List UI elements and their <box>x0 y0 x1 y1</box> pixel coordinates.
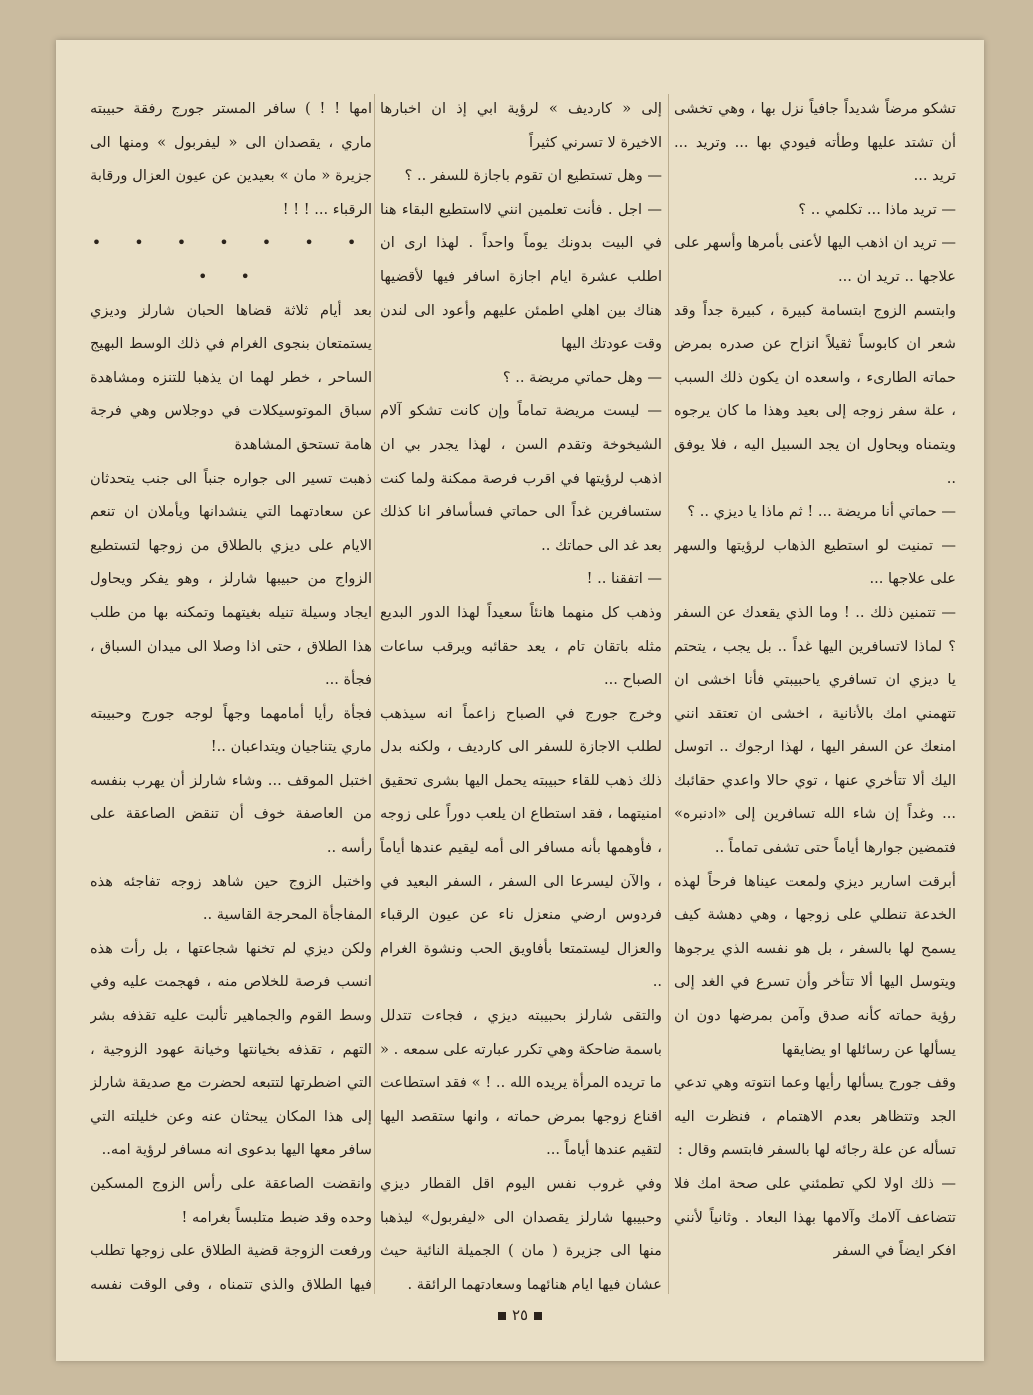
paragraph: — ذلك اولا لكي تطمئني على صحة امك فلا تتضاعف آلامك وآلامها بهذا البعاد . وثانياً لأنني افكر ايضاً في السفر <box>674 1175 956 1260</box>
paragraph: امها ! ! ) سافر المستر جورج رفقة حبيبته ماري ، يقصدان الى « ليفربول » ومنها الى جزيرة « مان » بعيدين عن عيون العزال ورقابة الرقباء ... ! ! ! <box>90 100 372 218</box>
paragraph: واختبل الزوج حين شاهد زوجه تفاجئه هذه المفاجأة المحرجة القاسية .. <box>90 872 372 924</box>
paragraph: أبرقت اسارير ديزي ولمعت عيناها فرحاً لهذه الخدعة تنطلي على زوجها ، وهي دهشة كيف يسمح لها بالسفر ، بل هو نفسه الذي يرجوها ويتوسل اليها ألا تتأخر وأن تسرع في الغد إلى رؤية حماته كأنه صدق وآمن بمرضها دون ان يسألها عن رسائلها او يضايقها <box>674 872 956 1058</box>
section-separator: • • • • • • • • • <box>91 233 371 286</box>
paragraph: فجأة رأيا أمامهما وجهاً لوجه جورج وحبيبته ماري يتناجيان ويتداعبان ..! <box>90 704 372 756</box>
paragraph: — اتفقنا .. ! <box>586 570 662 588</box>
paragraph: وانقضت الصاعقة على رأس الزوج المسكين وحده وقد ضبط متلبساً بغرامه ! <box>90 1175 372 1226</box>
paragraph: — حماتي أنا مريضة ... ! ثم ماذا يا ديزي .. ؟ <box>687 503 956 521</box>
paragraph: — وهل تستطيع ان تقوم باجازة للسفر .. ؟ <box>404 167 662 185</box>
paragraph: وفي غروب نفس اليوم اقل القطار ديزي وحبيبها شارلز يقصدان الى «ليفربول» ليذهبا منها الى جزيرة ( مان ) الجميلة النائية حيث عشان فيها ايام هنائهما وسعادتهما الرائقة . <box>380 1175 662 1292</box>
column-divider <box>668 94 669 1294</box>
paragraph: وذهب كل منهما هانئاً سعيداً لهذا الدور البديع مثله باتقان تام ، يعد حقائبه ويرقب ساعات الصباح ... <box>380 603 662 689</box>
paragraph: اختبل الموقف ... وشاء شارلز أن يهرب بنفسه من العاصفة خوف أن تنقض الصاعقة على رأسه .. <box>90 771 372 857</box>
page-number-value: ٢٥ <box>511 1306 529 1324</box>
column-divider <box>374 94 375 1294</box>
paragraph: ولكن ديزي لم تخنها شجاعتها ، بل رأت هذه انسب فرصة للخلاص منه ، فهجمت عليه وفي وسط القوم والجماهير تألبت عليه تقذفه بشر التهم ، تقذفه بخيانتها وخيانة عهود الزوجية ، التي اضطرتها لتتبعه لحضرت مع صديقة شارلز إلى هذا المكان يبحثان عنه وعن خليلته التي سافر معها اليها بدعوى انه مسافر لرؤية امه.. <box>90 939 372 1159</box>
paragraph: وقف جورج يسألها رأيها وعما انتوته وهي تدعي الجد وتتظاهر بعدم الاهتمام ، فنظرت اليه تسأله عن علة رجائه لها بالسفر فابتسم وقال : <box>674 1074 956 1159</box>
page-number <box>56 1306 984 1324</box>
paragraph: وابتسم الزوج ابتسامة كبيرة ، كبيرة جداً وقد شعر ان كابوساً ثقيلاً انزاح عن صدره بمرض حماته الطارىء ، واسعده ان يكون ذلك السبب ، علة سفر زوجه إلى بعيد وهذا ما كان يرجوه ويتمناه ويحاول ان يجد السبيل اليه ، فلا يوفق .. <box>674 301 956 487</box>
paragraph: — تمنيت لو استطيع الذهاب لرؤيتها والسهر على علاجها ... <box>674 536 956 588</box>
text-column-middle <box>380 92 662 1292</box>
paragraph: — اجل . فأنت تعلمين انني لااستطيع البقاء هنا في البيت بدونك يوماً واحداً . لهذا ارى ان اطلب عشرة ايام اجازة اسافر فيها لأقضيها هناك بين اهلي اطمئن عليهم وأعود الى لندن وقت عودتك اليها <box>380 200 662 353</box>
paragraph: ذهبت تسير الى جواره جنباً الى جنب يتحدثان عن سعادتهما التي ينشدانها ويأملان ان تنعم الايام على ديزي بالطلاق من زوجها لتستطيع الزواج من حبيبها شارلز ، وهو يفكر ويحاول ايجاد وسيلة تنيله بغيتهما وتمكنه بها من طلب هذا الطلاق ، حتى اذا وصلا الى ميدان السباق ، فجأة ... <box>90 469 372 689</box>
square-bullet-icon <box>498 1312 506 1320</box>
paragraph: تشكو مرضاً شديداً جافياً نزل بها ، وهي تخشى أن تشتد عليها وطأته فيودي بها ... وتريد ... تريد ... <box>674 100 956 185</box>
paragraph: وخرج جورج في الصباح زاعماً انه سيذهب لطلب الاجازة للسفر الى كارديف ، ولكنه بدل ذلك ذهب للقاء حبيبته يحمل اليها بشرى تحقيق امنيتهما ، فقد استطاع ان يلعب دوراً على زوجه ، فأوهمها بأنه مسافر الى أمه ليقيم عندها أياماً ، والآن ليسرعا الى السفر ، السفر البعيد في فردوس ارضي منعزل ناء عن عيون الرقباء والعزال ليستمتعا بأفاويق الحب ونشوة الغرام .. <box>380 704 662 991</box>
text-column-left <box>90 92 372 1292</box>
paragraph: والتقى شارلز بحبيبته ديزي ، فجاءت تتدلل باسمة ضاحكة وهي تكرر عبارته على سمعه . « ما تريده المرأة يريده الله .. ! » فقد استطاعت اقناع زوجها بمرض حماته ، وانها ستقصد اليها لتقيم عندها أياماً ... <box>380 1007 662 1159</box>
paragraph: — تريد ماذا ... تكلمي .. ؟ <box>798 200 956 218</box>
paragraph: — ليست مريضة تماماً وإن كانت تشكو آلام الشيخوخة وتقدم السن ، لهذا يجدر بي ان اذهب لرؤيتها في اقرب فرصة ممكنة ولما كنت ستسافرين غداً الى حماتي فسأسافر انا كذلك بعد غد الى حماتك .. <box>380 402 662 554</box>
text-column-right <box>674 92 956 1292</box>
paragraph: — تتمنين ذلك .. ! وما الذي يقعدك عن السفر ؟ لماذا لاتسافرين اليها غداً .. بل يجب ، يتحتم يا ديزي ان تسافري ياحبيبتي فأنا اخشى ان تتهمني امك بالأنانية ، اخشى ان تعتقد انني امنعك عن السفر اليها ، لهذا ارجوك .. اتوسل اليك ألا تتأخري عنها ، توي حالا واعدي حقائبك ... وغداً إن شاء الله تسافرين إلى «ادنبره» فتمضين جوارها أياماً حتى تشفى تماماً .. <box>674 603 956 857</box>
paragraph: بعد أيام ثلاثة قضاها الحبان شارلز وديزي يستمتعان بنجوى الغرام في ذلك الوسط البهيج الساحر ، خطر لهما ان يذهبا للتنزه ومشاهدة سباق الموتوسيكلات في دوجلاس وهي فرجة هامة تستحق المشاهدة <box>90 301 372 453</box>
paragraph: — وهل حماتي مريضة .. ؟ <box>502 368 662 386</box>
paragraph: — تريد ان اذهب اليها لأعنى بأمرها وأسهر على علاجها .. تريد ان ... <box>674 234 956 285</box>
square-bullet-icon <box>534 1312 542 1320</box>
paragraph: إلى « كارديف » لرؤية ابي إذ ان اخبارها الاخيرة لا تسرني كثيراً <box>380 100 662 151</box>
paragraph: ورفعت الزوجة قضية الطلاق على زوجها تطلب فيها الطلاق والذي تتمناه ، وفي الوقت نفسه <box>90 1242 372 1292</box>
newspaper-page <box>56 40 984 1361</box>
